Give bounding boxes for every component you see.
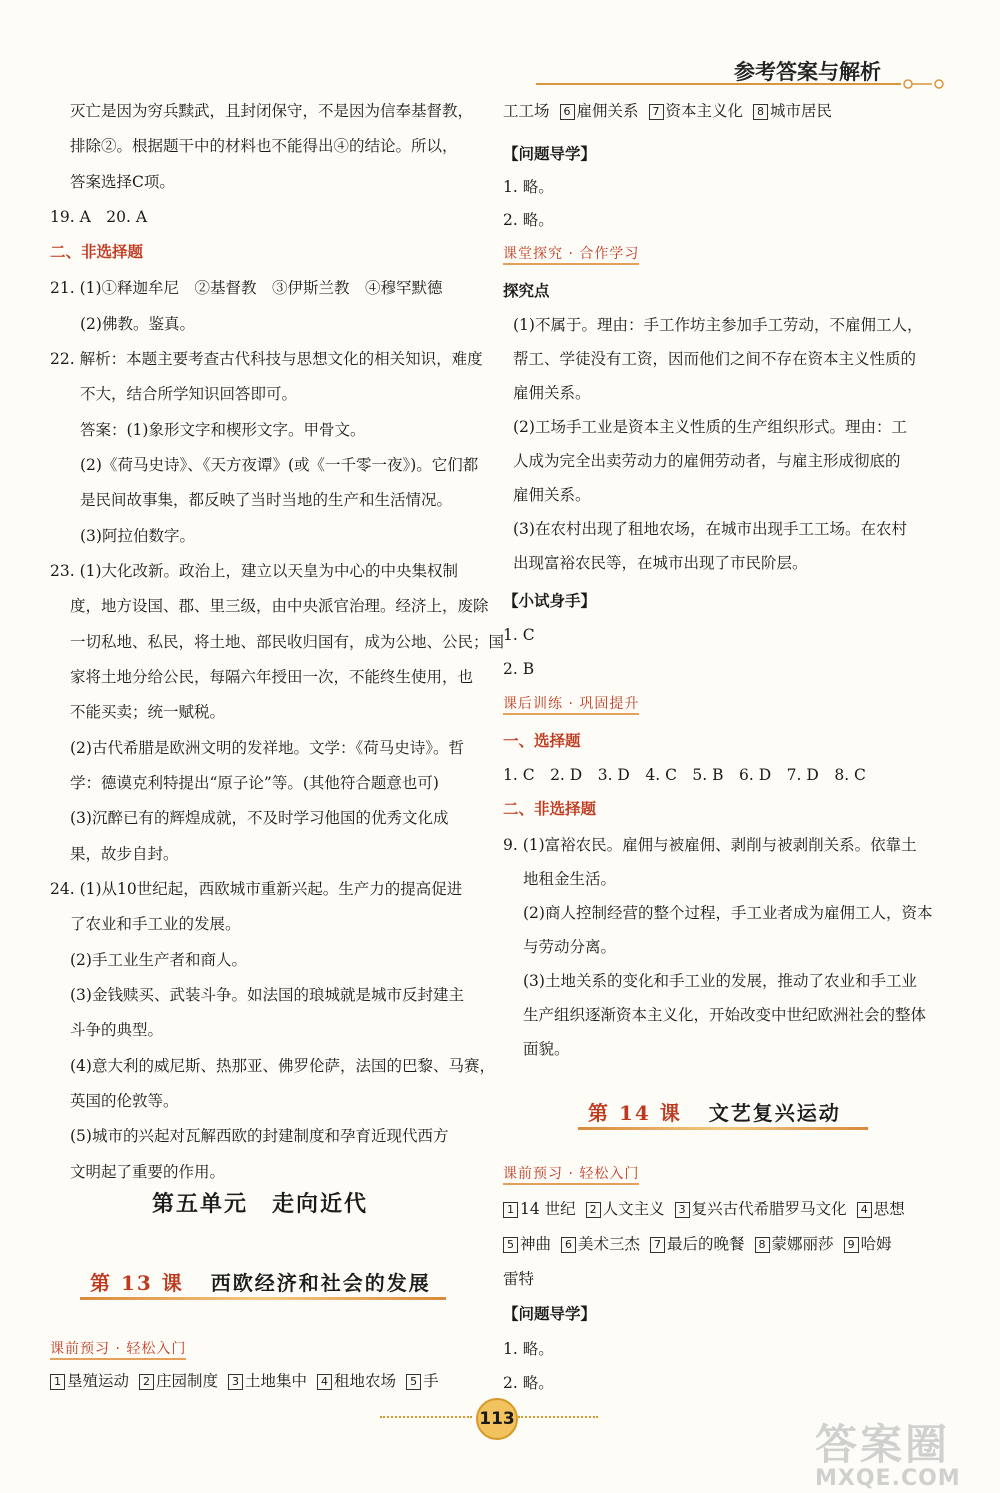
- left-line: 排除②。根据题干中的材料也不能得出④的结论。所以，: [70, 137, 458, 155]
- lesson13-answers: [50, 1370, 439, 1392]
- lesson14-answers-row2: [503, 1233, 892, 1255]
- lesson14-guide: 【问题导学】: [503, 1304, 597, 1323]
- left-line: (2)佛教。鉴真。: [80, 315, 195, 333]
- right-line: 面貌。: [523, 1040, 570, 1058]
- lesson14-item: [503, 1235, 551, 1253]
- left-line: 19. A 20. A: [50, 208, 148, 226]
- lesson14-name: 文艺复兴运动: [708, 1101, 841, 1125]
- answer-item: [649, 102, 744, 120]
- lesson14-item: [857, 1200, 905, 1218]
- right-line: 探究点: [503, 281, 550, 300]
- lesson13-item-text: 垦殖运动: [67, 1372, 130, 1390]
- lesson14-number: 第 14 课: [588, 1101, 682, 1125]
- lesson13-item: [317, 1372, 396, 1390]
- answer-item: [753, 102, 832, 120]
- lesson14-item-number: 5: [503, 1237, 518, 1253]
- right-line: 【小试身手】: [503, 591, 597, 610]
- lesson14-item-text: 复兴古代希腊罗马文化: [691, 1200, 847, 1218]
- lesson13-item: [228, 1372, 307, 1390]
- right-line: 2. 略。: [503, 211, 554, 229]
- left-line: 家将土地分给公民，每隔六年授田一次，不能终生使用，也: [70, 668, 474, 686]
- answer-item-text: 雇佣关系: [576, 102, 639, 120]
- header-decoration: [536, 78, 950, 90]
- lesson14-item: [675, 1200, 847, 1218]
- left-line: (2)古代希腊是欧洲文明的发祥地。文学：《荷马史诗》。哲: [70, 739, 464, 757]
- lesson14-item-number: 4: [857, 1202, 872, 1218]
- right-line: 【问题导学】: [503, 144, 597, 163]
- lesson13-tag-label: 课前预习 · 轻松入门: [50, 1341, 186, 1360]
- right-line: 与劳动分离。: [523, 938, 617, 956]
- left-line: 斗争的典型。: [70, 1021, 164, 1039]
- answer-item-number: 6: [560, 104, 575, 120]
- right-line: 帮工、学徒没有工资，因而他们之间不存在资本主义性质的: [513, 350, 917, 368]
- right-line: 1. C 2. D 3. D 4. C 5. B 6. D 7. D 8. C: [503, 766, 866, 784]
- right-line: 一、选择题: [503, 731, 581, 750]
- lesson14-item-text: 哈姆: [860, 1235, 892, 1253]
- lesson13-item-number: 5: [406, 1374, 421, 1390]
- left-line: 英国的伦敦等。: [70, 1092, 179, 1110]
- watermark: [815, 1412, 985, 1491]
- lesson14-answer-2: 2. 略。: [503, 1374, 554, 1392]
- right-line: 雇佣关系。: [513, 384, 591, 402]
- lesson13-item: [50, 1372, 129, 1390]
- lesson14-item: [561, 1235, 640, 1253]
- answer-item: [560, 102, 639, 120]
- lesson14-answers-row1: [503, 1198, 905, 1220]
- lesson13-item-number: 1: [50, 1374, 65, 1390]
- left-line: (5)城市的兴起对瓦解西欧的封建制度和孕育近现代西方: [70, 1127, 449, 1145]
- right-line: 生产组织逐渐资本主义化，开始改变中世纪欧洲社会的整体: [523, 1006, 927, 1024]
- right-line: 人成为完全出卖劳动力的雇佣劳动者，与雇主形成彻底的: [513, 452, 901, 470]
- lesson14-tag: [503, 1163, 639, 1183]
- lesson14-item-text: 蒙娜丽莎: [771, 1235, 834, 1253]
- lesson14-item-number: 2: [586, 1202, 601, 1218]
- lesson14-underline: [578, 1127, 868, 1130]
- lesson13-name: 西欧经济和社会的发展: [210, 1271, 431, 1295]
- left-line: 灭亡是因为穷兵黩武，且封闭保守，不是因为信奉基督教，: [70, 102, 474, 120]
- lesson14-tag-label: 课前预习 · 轻松入门: [503, 1166, 639, 1185]
- left-line: 24. (1)从10世纪起，西欧城市重新兴起。生产力的提高促进: [50, 880, 463, 898]
- watermark-url: MXQE.COM: [815, 1466, 961, 1491]
- left-line: 是民间故事集，都反映了当时当地的生产和生活情况。: [80, 491, 453, 509]
- right-line: 出现富裕农民等，在城市出现了市民阶层。: [513, 554, 808, 572]
- lesson14-title: [588, 1097, 841, 1126]
- lesson14-item-text: 人文主义: [602, 1200, 665, 1218]
- left-line: 了农业和手工业的发展。: [70, 915, 241, 933]
- lesson14-item-text: 思想: [873, 1200, 905, 1218]
- right-line: (3)土地关系的变化和手工业的发展，推动了农业和手工业: [523, 972, 917, 990]
- answer-item-text: 城市居民: [770, 102, 833, 120]
- left-line: (3)阿拉伯数字。: [80, 527, 195, 545]
- lesson14-item: [503, 1200, 576, 1218]
- left-line: (2)手工业生产者和商人。: [70, 951, 247, 969]
- lesson14-item-number: 7: [650, 1237, 665, 1253]
- lesson14-item: [844, 1235, 892, 1253]
- left-line: 一切私地、私民，将土地、部民收归国有，成为公地、公民；国: [70, 633, 505, 651]
- left-line: (4)意大利的威尼斯、热那亚、佛罗伦萨，法国的巴黎、马赛，: [70, 1057, 495, 1075]
- answer-item-text: 工工场: [503, 102, 550, 120]
- right-line: 2. B: [503, 660, 535, 678]
- left-line: 答案选择C项。: [70, 173, 175, 191]
- lesson13-item: [406, 1372, 439, 1390]
- left-line: 文明起了重要的作用。: [70, 1163, 226, 1181]
- section-tag: 课后训练 · 巩固提升: [503, 696, 639, 715]
- answer-item-number: 8: [753, 104, 768, 120]
- lesson13-underline: [80, 1297, 446, 1300]
- footer-dots-right: [518, 1416, 598, 1420]
- lesson13-item: [139, 1372, 218, 1390]
- lesson13-item-text: 庄园制度: [156, 1372, 219, 1390]
- left-line: 22. 解析：本题主要考查古代科技与思想文化的相关知识，难度: [50, 350, 483, 368]
- left-line: 答案：(1)象形文字和楔形文字。甲骨文。: [80, 421, 366, 439]
- right-line: 地租金生活。: [523, 870, 617, 888]
- right-line: [503, 100, 832, 122]
- right-line: (2)工场手工业是资本主义性质的生产组织形式。理由：工: [513, 418, 907, 436]
- left-line: (3)金钱赎买、武装斗争。如法国的琅城就是城市反封建主: [70, 986, 464, 1004]
- lesson14-item-text: 最后的晚餐: [667, 1235, 745, 1253]
- left-line: 果，故步自封。: [70, 845, 179, 863]
- right-line: [503, 242, 639, 265]
- left-line: 学：德谟克利特提出“原子论”等。(其他符合题意也可): [70, 774, 439, 792]
- lesson13-item-number: 4: [317, 1374, 332, 1390]
- right-line: 1. C: [503, 626, 535, 644]
- lesson14-answer-1: 1. 略。: [503, 1340, 554, 1358]
- lesson13-item-text: 手: [423, 1372, 439, 1390]
- header-title: 参考答案与解析: [734, 60, 881, 84]
- left-line: 度，地方设国、郡、里三级，由中央派官治理。经济上，废除: [70, 597, 489, 615]
- left-line: (2)《荷马史诗》、《天方夜谭》(或《一千零一夜》)。它们都: [80, 456, 479, 474]
- footer-dots-left: [380, 1416, 472, 1420]
- section-tag: 课堂探究 · 合作学习: [503, 246, 639, 265]
- right-line: 9. (1)富裕农民。雇佣与被雇佣、剥削与被剥削关系。依靠土: [503, 836, 917, 854]
- left-line: 21. (1)①释迦牟尼 ②基督教 ③伊斯兰教 ④穆罕默德: [50, 279, 443, 297]
- right-line: 雇佣关系。: [513, 486, 591, 504]
- left-line: 二、非选择题: [50, 242, 144, 261]
- right-line: 1. 略。: [503, 178, 554, 196]
- lesson14-item-text: 美术三杰: [578, 1235, 641, 1253]
- lesson14-item: [586, 1200, 665, 1218]
- watermark-logo-text: 答案圈: [815, 1420, 951, 1469]
- lesson14-item-number: 1: [503, 1202, 518, 1218]
- answer-item: [503, 102, 550, 120]
- unit-title: 第五单元 走向近代: [152, 1192, 369, 1217]
- lesson14-item-number: 8: [755, 1237, 770, 1253]
- lesson14-item-text: 14 世纪: [520, 1200, 576, 1218]
- right-line: (1)不属于。理由：手工作坊主参加手工劳动，不雇佣工人，: [513, 316, 923, 334]
- lesson13-item-text: 租地农场: [334, 1372, 397, 1390]
- lesson14-item-number: 6: [561, 1237, 576, 1253]
- right-line: [503, 692, 639, 715]
- lesson13-item-number: 2: [139, 1374, 154, 1390]
- page-number: 113: [476, 1398, 518, 1440]
- lesson13-title: [90, 1267, 431, 1296]
- lesson13-number: 第 13 课: [90, 1271, 184, 1295]
- left-line: 23. (1)大化改新。政治上，建立以天皇为中心的中央集权制: [50, 562, 459, 580]
- lesson14-answers-row3: 雷特: [503, 1270, 535, 1288]
- right-line: (2)商人控制经营的整个过程，手工业者成为雇佣工人，资本: [523, 904, 933, 922]
- answer-item-number: 7: [649, 104, 664, 120]
- lesson13-item-text: 土地集中: [245, 1372, 308, 1390]
- left-line: 不大，结合所学知识回答即可。: [80, 385, 298, 403]
- lesson14-item-text: 神曲: [520, 1235, 552, 1253]
- lesson14-item: [650, 1235, 745, 1253]
- lesson14-item: [755, 1235, 834, 1253]
- answer-item-text: 资本主义化: [665, 102, 744, 120]
- left-line: (3)沉醉已有的辉煌成就，不及时学习他国的优秀文化成: [70, 809, 449, 827]
- right-line: 二、非选择题: [503, 799, 597, 818]
- left-line: 不能买卖；统一赋税。: [70, 703, 226, 721]
- lesson13-item-number: 3: [228, 1374, 243, 1390]
- right-line: (3)在农村出现了租地农场，在城市出现手工工场。在农村: [513, 520, 907, 538]
- lesson13-tag: [50, 1338, 186, 1358]
- lesson14-item-number: 3: [675, 1202, 690, 1218]
- lesson14-item-number: 9: [844, 1237, 859, 1253]
